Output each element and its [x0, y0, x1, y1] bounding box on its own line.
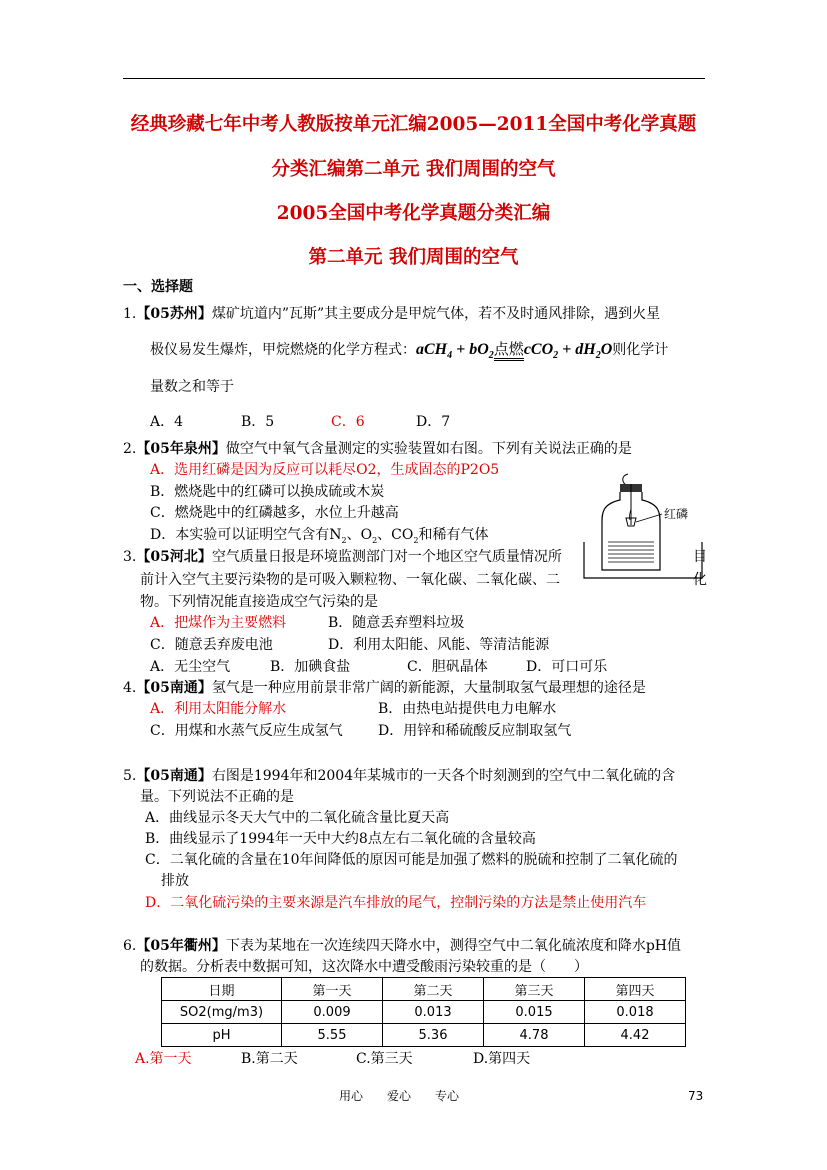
q2-number: 2.	[123, 441, 137, 457]
q3-tag: 【05河北】	[136, 549, 212, 565]
q3-option-a: A．把煤作为主要燃料	[150, 615, 287, 631]
q4-option-c: C．用煤和水蒸气反应生成氢气	[150, 723, 343, 739]
q3-text-1: 空气质量日报是环境监测部门对一个地区空气质量情况所	[211, 549, 562, 565]
table-cell: 4.42	[585, 1024, 686, 1047]
q1-text-2b: 则化学计	[612, 342, 669, 358]
table-header-cell: 日期	[162, 978, 282, 1001]
q3-text-2: 前计入空气主要污染物的是可吸入颗粒物、一氧化碳、二氧化碳、二	[140, 572, 560, 588]
q3-option-b: B．随意丢弃塑料垃圾	[328, 615, 465, 631]
q4-option-b: B．由热电站提供电力电解水	[378, 701, 557, 717]
q5-option-d: D．二氧化硫污染的主要来源是汽车排放的尾气，控制污染的方法是禁止使用汽车	[145, 895, 647, 911]
q6-text-1: 下表为某地在一次连续四天降水中，测得空气中二氧化硫浓度和降水pH值	[225, 938, 682, 954]
q3-line-1	[123, 546, 562, 566]
table-header-cell: 第二天	[383, 978, 484, 1001]
q2-option-a: A．选用红磷是因为反应可以耗尽O2，生成固态的P2O5	[150, 462, 500, 478]
apparatus-figure	[580, 470, 705, 580]
page-number: 73	[688, 1089, 704, 1103]
title-line-4: 第二单元 我们周围的空气	[308, 247, 519, 268]
title-line-3: 2005全国中考化学真题分类汇编	[276, 203, 551, 224]
table-header-cell: 第一天	[282, 978, 383, 1001]
q6-data-table	[161, 977, 686, 1047]
footer-slogan: 用心 爱心 专心	[339, 1089, 460, 1103]
q1-option-d: D．7	[416, 414, 451, 430]
red-phosphorus-label: 红磷	[664, 507, 689, 521]
header-rule	[123, 78, 705, 79]
q5-option-b: B．曲线显示了1994年一天中大约8点左右二氧化硫的含量较高	[145, 831, 536, 847]
q4-text: 氢气是一种应用前景非常广阔的新能源，大量制取氢气最理想的途径是	[211, 680, 646, 696]
q3-text-1-end: 目	[693, 549, 707, 565]
q2-text: 做空气中氧气含量测定的实验装置如右图。下列有关说法正确的是	[225, 441, 632, 457]
table-cell: 0.009	[282, 1001, 383, 1024]
q3-text-3: 物。下列情况能直接造成空气污染的是	[140, 594, 378, 610]
q1-option-c: C．6	[331, 414, 365, 430]
q4-number: 4.	[123, 680, 137, 696]
table-row	[162, 978, 686, 1001]
water-icon	[608, 542, 654, 562]
table-cell: 0.013	[383, 1001, 484, 1024]
title-line-2: 分类汇编第二单元 我们周围的空气	[271, 159, 556, 180]
q2-tag: 【05年泉州】	[136, 441, 226, 457]
q6-option-a: A.第一天	[135, 1051, 192, 1067]
table-row	[162, 1001, 686, 1024]
q3-option-d: D．利用太阳能、风能、等清洁能源	[328, 637, 550, 653]
q2-option-d: D．本实验可以证明空气含有$N_2$、$O_2$、$CO_2$和稀有气体	[150, 527, 489, 545]
q1-text-2a: 极仪易发生爆炸，甲烷燃烧的化学方程式：	[150, 342, 416, 358]
q1-tag: 【05苏州】	[136, 306, 212, 322]
q6-line-1	[123, 935, 681, 955]
table-row-label: SO2(mg/m3)	[162, 1001, 282, 1024]
q3-number: 3.	[123, 549, 137, 565]
q4-line-1	[123, 677, 646, 697]
q2-line-1	[123, 438, 632, 458]
q3-option-c: C．随意丢弃废电池	[150, 637, 273, 653]
q1-option-a: A．4	[150, 414, 184, 430]
q5-tag: 【05南通】	[136, 768, 212, 784]
q5-option-c-line-2: 排放	[161, 873, 189, 889]
title-line-1: 经典珍藏七年中考人教版按单元汇编2005—2011全国中考化学真题	[130, 114, 697, 135]
table-row	[162, 1024, 686, 1047]
q1-condition: 点燃	[494, 342, 524, 361]
q6-tag: 【05年衢州】	[136, 938, 226, 954]
q2-option-b: B．燃烧匙中的红磷可以换成硫或木炭	[150, 484, 385, 500]
q6-option-c: C.第三天	[356, 1051, 413, 1067]
q3-text-2-end: 化	[693, 572, 707, 588]
table-row-label: pH	[162, 1024, 282, 1047]
q5-text-1: 右图是1994年和2004年某城市的一天各个时刻测到的空气中二氧化硫的含	[211, 768, 676, 784]
table-cell: 5.36	[383, 1024, 484, 1047]
q5-text-2: 量。下列说法不正确的是	[140, 789, 294, 805]
q6-option-b: B.第二天	[241, 1051, 298, 1067]
q4-option-d: D．用锌和稀硫酸反应制取氢气	[378, 723, 572, 739]
q6-text-2: 的数据。分析表中数据可知，这次降水中遭受酸雨污染较重的是（ ）	[140, 959, 588, 975]
q1-number: 1.	[123, 306, 137, 322]
q3-row2-option-c: C．胆矾晶体	[407, 659, 488, 675]
table-cell: 5.55	[282, 1024, 383, 1047]
table-cell: 0.015	[484, 1001, 585, 1024]
q6-number: 6.	[123, 938, 137, 954]
q1-line-2	[150, 338, 668, 361]
q1-equation: $aCH_4 + bO_2$点燃$cCO_2 + dH_2O$	[416, 341, 613, 362]
q5-option-a: A．曲线显示冬天大气中的二氧化硫含量比夏天高	[145, 810, 450, 826]
q4-option-a: A．利用太阳能分解水	[150, 701, 287, 717]
table-cell: 0.018	[585, 1001, 686, 1024]
q2-option-c: C．燃烧匙中的红磷越多，水位上升越高	[150, 505, 399, 521]
q3-row2-option-b: B．加碘食盐	[270, 659, 351, 675]
q3-row2-option-a: A．无尘空气	[150, 659, 231, 675]
q5-number: 5.	[123, 768, 137, 784]
q1-text-3: 量数之和等于	[150, 379, 234, 395]
table-header-cell: 第三天	[484, 978, 585, 1001]
table-cell: 4.78	[484, 1024, 585, 1047]
section-heading: 一、选择题	[123, 279, 193, 295]
table-header-cell: 第四天	[585, 978, 686, 1001]
q1-line-1	[123, 303, 660, 323]
q6-option-d: D.第四天	[473, 1051, 531, 1067]
q5-option-c-line-1: C．二氧化硫的含量在10年间降低的原因可能是加强了燃料的脱硫和控制了二氧化硫的	[145, 852, 678, 868]
q4-tag: 【05南通】	[136, 680, 212, 696]
q1-option-b: B．5	[241, 414, 275, 430]
q1-text-1: 煤矿坑道内”瓦斯”其主要成分是甲烷气体，若不及时通风排除，遇到火星	[211, 306, 661, 322]
q5-line-1	[123, 765, 675, 785]
q3-row2-option-d: D．可口可乐	[526, 659, 608, 675]
